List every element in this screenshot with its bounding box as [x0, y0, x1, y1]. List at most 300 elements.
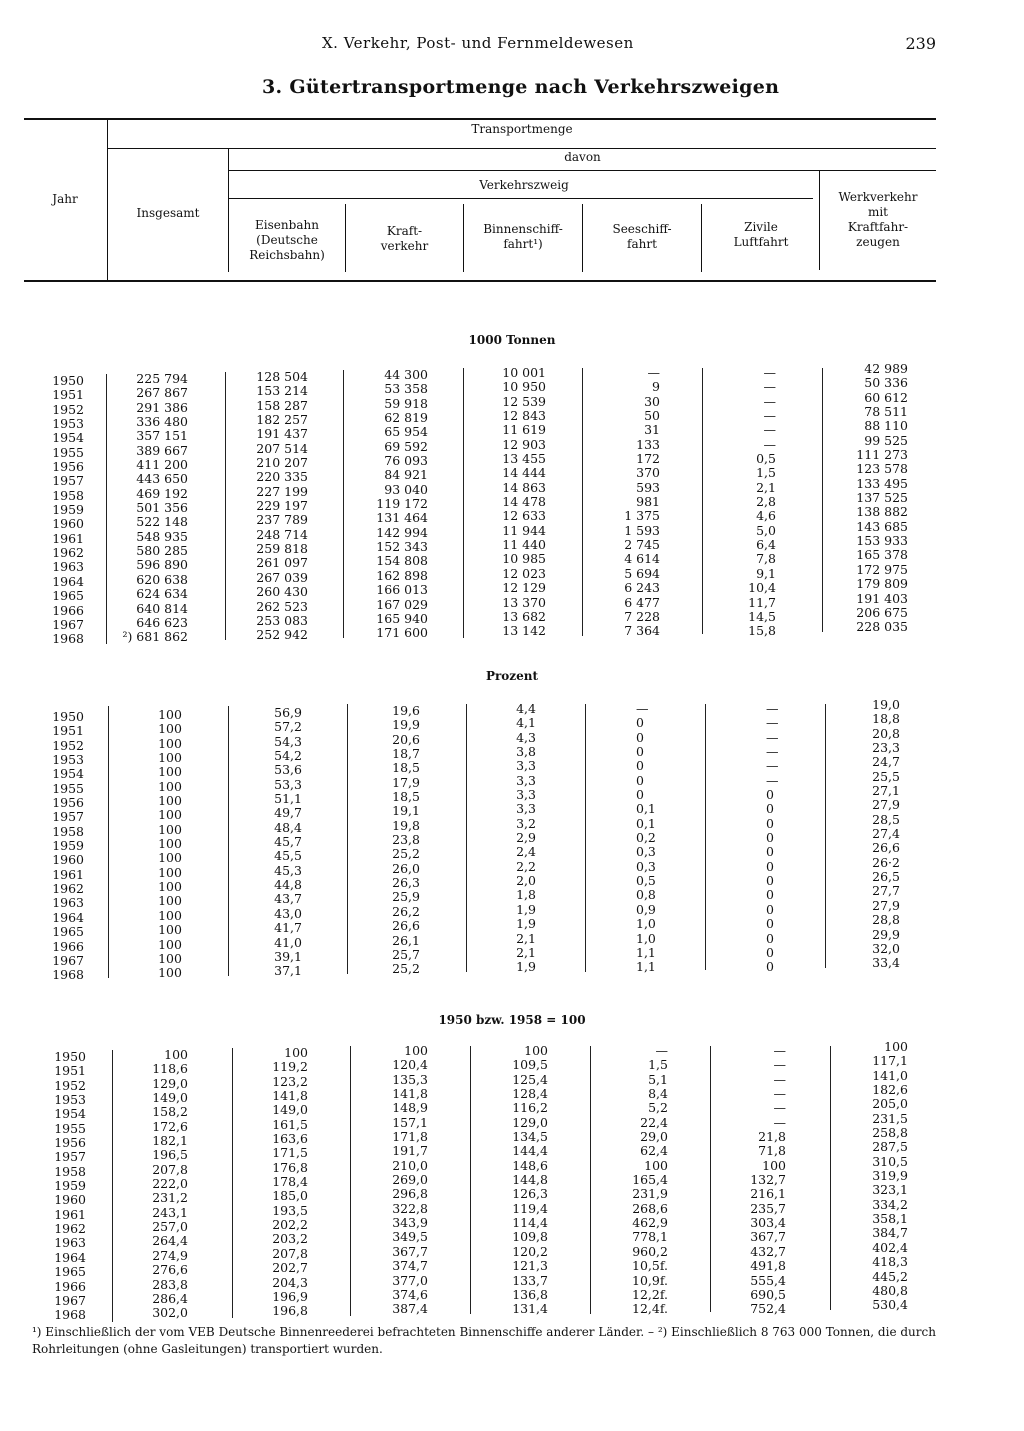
- table-cell: 27,4: [872, 826, 900, 842]
- table-cell: 1952: [52, 401, 84, 417]
- table-cell: 0: [766, 901, 774, 917]
- table-cell: 45,7: [274, 834, 302, 850]
- table-cell: 50 336: [864, 375, 908, 391]
- table-cell: 1 375: [624, 508, 660, 524]
- table-cell: 0: [766, 787, 774, 803]
- table-cell: —: [766, 715, 779, 731]
- table-cell: 1,1: [636, 944, 656, 960]
- insgesamt-column: [130, 1048, 188, 1321]
- table-cell: 343,9: [392, 1215, 428, 1231]
- table-cell: 1956: [52, 795, 84, 811]
- table-cell: 171,5: [272, 1145, 308, 1161]
- table-cell: 26,6: [392, 918, 420, 934]
- table-cell: 117,1: [872, 1053, 908, 1069]
- table-cell: 690,5: [750, 1286, 786, 1302]
- table-cell: 1,5: [756, 465, 776, 481]
- table-cell: 646 623: [136, 614, 188, 630]
- table-cell: 1958: [54, 1163, 86, 1179]
- table-cell: 23,3: [872, 740, 900, 756]
- table-cell: 26,6: [872, 840, 900, 856]
- table-cell: 3,8: [516, 744, 536, 760]
- table-cell: 120,2: [512, 1243, 548, 1259]
- table-cell: 7 364: [624, 623, 660, 639]
- table-cell: 1966: [54, 1278, 86, 1294]
- table-cell: 228 035: [856, 619, 908, 635]
- table-cell: 7 228: [624, 608, 660, 624]
- table-cell: 88 110: [864, 418, 908, 434]
- footnote: ¹) Einschließlich der vom VEB Deutsche Binnenreederei befrachteten Binnenschiffe anderer Länder. – ²) Einschließlich 8 763 000 Tonnen, die durch Rohrleitungen (ohne Gasleitungen) transportiert wurden.: [32, 1325, 936, 1356]
- table-cell: 29,0: [640, 1129, 668, 1145]
- group-head-verkehrszweig: Verkehrszweig: [479, 178, 569, 192]
- table-cell: 19,1: [392, 803, 420, 819]
- table-cell: 154 808: [376, 553, 428, 569]
- kraftverkehr-column: [360, 704, 420, 977]
- table-cell: 960,2: [632, 1243, 668, 1259]
- table-cell: 6,4: [756, 537, 776, 553]
- table-cell: 10,4: [748, 580, 776, 596]
- table-cell: 19,0: [872, 697, 900, 712]
- table-cell: 1950: [54, 1049, 86, 1064]
- table-cell: 33,4: [872, 955, 900, 971]
- table-cell: 1,0: [636, 930, 656, 946]
- kraftverkehr-column: [370, 1044, 428, 1317]
- table-cell: 45,5: [274, 848, 302, 864]
- table-cell: 12,2f.: [632, 1286, 668, 1302]
- table-cell: 334,2: [872, 1196, 908, 1212]
- table-cell: —: [766, 772, 779, 788]
- table-cell: 319,9: [872, 1168, 908, 1184]
- table-cell: 176,8: [272, 1159, 308, 1175]
- table-cell: 981: [636, 494, 660, 510]
- table-cell: 259 818: [256, 541, 308, 557]
- table-cell: 1,0: [636, 916, 656, 932]
- table-cell: 1,9: [516, 901, 536, 917]
- table-cell: 1960: [52, 516, 84, 532]
- table-cell: 100: [158, 735, 182, 751]
- divider: [343, 370, 344, 638]
- table-cell: 1,9: [516, 916, 536, 932]
- table-cell: 0: [766, 959, 774, 975]
- table-cell: 18,5: [392, 789, 420, 805]
- table-cell: 445,2: [872, 1268, 908, 1284]
- divider: [228, 706, 229, 976]
- table-cell: 12 903: [502, 436, 546, 452]
- header-top-rule: [24, 118, 936, 120]
- table-cell: 13 682: [502, 608, 546, 624]
- table-cell: 11 440: [502, 537, 546, 553]
- table-cell: 207,8: [152, 1161, 188, 1177]
- table-cell: 166 013: [376, 582, 428, 598]
- table-cell: 276,6: [152, 1262, 188, 1278]
- table-cell: 54,3: [274, 733, 302, 749]
- table-cell: 0: [636, 787, 644, 803]
- table-cell: 129,0: [512, 1114, 548, 1130]
- table-cell: 0: [636, 758, 644, 774]
- table-cell: 23,8: [392, 832, 420, 848]
- table-cell: 125,4: [512, 1071, 548, 1087]
- table-cell: 165 940: [376, 610, 428, 626]
- rule-davon: [229, 170, 936, 171]
- table-cell: 131 464: [376, 510, 428, 526]
- chapter-heading: X. Verkehr, Post- und Fernmeldewesen: [322, 34, 634, 52]
- table-cell: 1965: [54, 1264, 86, 1280]
- group-head-transportmenge: Transportmenge: [471, 122, 573, 136]
- table-cell: 158 287: [256, 397, 308, 413]
- table-cell: —: [773, 1086, 786, 1102]
- table-cell: 2,4: [516, 844, 536, 860]
- table-cell: 2,9: [516, 830, 536, 846]
- table-cell: 15,8: [748, 623, 776, 639]
- table-cell: 42 989: [864, 361, 908, 376]
- table-cell: 1954: [52, 766, 84, 782]
- table-cell: 257,0: [152, 1219, 188, 1235]
- table-cell: 0: [766, 815, 774, 831]
- table-cell: 20,6: [392, 731, 420, 747]
- table-cell: 1968: [52, 631, 84, 647]
- table-cell: 65 954: [384, 424, 428, 440]
- table-cell: 291 386: [136, 399, 188, 415]
- table-cell: 202,2: [272, 1217, 308, 1233]
- table-cell: 202,7: [272, 1260, 308, 1276]
- table-cell: 109,5: [512, 1057, 548, 1073]
- table-cell: 0: [636, 715, 644, 731]
- table-cell: 269,0: [392, 1172, 428, 1188]
- table-cell: 134,5: [512, 1129, 548, 1145]
- page-number: 239: [905, 34, 936, 53]
- table-cell: 374,6: [392, 1286, 428, 1302]
- table-cell: 19,8: [392, 817, 420, 833]
- table-cell: 100: [884, 1039, 908, 1054]
- table-cell: 100: [158, 793, 182, 809]
- table-cell: 191 437: [256, 426, 308, 442]
- table-cell: 3,2: [516, 815, 536, 831]
- table-cell: 12 633: [502, 508, 546, 524]
- table-cell: 640 814: [136, 600, 188, 616]
- table-cell: 432,7: [750, 1243, 786, 1259]
- table-cell: —: [766, 729, 779, 745]
- table-cell: 172: [636, 451, 660, 467]
- table-cell: 2,1: [516, 944, 536, 960]
- table-cell: 204,3: [272, 1274, 308, 1290]
- table-cell: 260 430: [256, 584, 308, 600]
- table-cell: 100: [762, 1157, 786, 1173]
- table-cell: 22,4: [640, 1114, 668, 1130]
- table-cell: 1959: [54, 1178, 86, 1194]
- table-cell: —: [766, 758, 779, 774]
- table-cell: 530,4: [872, 1297, 908, 1313]
- insgesamt-column: [140, 708, 200, 981]
- table-cell: 248 714: [256, 526, 308, 542]
- binnenschiff-column: [490, 1044, 548, 1317]
- table-cell: 0: [766, 887, 774, 903]
- table-cell: 26,2: [392, 903, 420, 919]
- table-cell: 116,2: [512, 1100, 548, 1116]
- divider: [466, 704, 467, 972]
- table-cell: 14 444: [502, 465, 546, 481]
- section-index: [0, 1039, 1024, 1324]
- table-cell: 196,8: [272, 1303, 308, 1319]
- table-cell: 172 975: [856, 561, 908, 577]
- table-cell: 59 918: [384, 395, 428, 411]
- divider: [705, 704, 706, 970]
- table-cell: 1968: [52, 967, 84, 983]
- table-cell: —: [773, 1043, 786, 1058]
- rule-verkehrszweig: [229, 198, 813, 199]
- table-cell: 4 614: [624, 551, 660, 567]
- col-head-jahr: Jahr: [52, 192, 78, 206]
- table-cell: 1955: [52, 444, 84, 460]
- table-cell: 100: [158, 893, 182, 909]
- table-cell: 205,0: [872, 1096, 908, 1112]
- header-bottom-rule: [24, 280, 936, 282]
- table-cell: 136,8: [512, 1286, 548, 1302]
- table-cell: 100: [158, 965, 182, 981]
- table-cell: 7,8: [756, 551, 776, 567]
- table-cell: 129,0: [152, 1075, 188, 1091]
- table-cell: 167 029: [376, 596, 428, 612]
- table-cell: —: [636, 701, 649, 716]
- table-cell: 1964: [54, 1249, 86, 1265]
- table-cell: 1957: [54, 1149, 86, 1165]
- table-cell: 1961: [52, 866, 84, 882]
- table-cell: 120,4: [392, 1057, 428, 1073]
- group-head-davon: davon: [564, 150, 601, 164]
- table-cell: 18,7: [392, 746, 420, 762]
- table-cell: 5,0: [756, 522, 776, 538]
- table-cell: 185,0: [272, 1188, 308, 1204]
- table-cell: 207,8: [272, 1245, 308, 1261]
- table-cell: 11,7: [748, 594, 776, 610]
- col-head-werkverkehr: Werkverkehr mit Kraftfahr- zeugen: [838, 190, 918, 249]
- table-cell: 5,2: [648, 1100, 668, 1116]
- table-cell: 109,8: [512, 1229, 548, 1245]
- table-cell: 3,3: [516, 772, 536, 788]
- table-cell: 62 819: [384, 410, 428, 426]
- divider: [463, 368, 464, 638]
- divider-jahr: [107, 120, 108, 280]
- table-cell: 1,1: [636, 959, 656, 975]
- table-cell: 0: [766, 858, 774, 874]
- table-cell: 1950: [52, 373, 84, 388]
- table-cell: 0: [766, 916, 774, 932]
- table-cell: 84 921: [384, 467, 428, 483]
- table-cell: 121,3: [512, 1258, 548, 1274]
- table-cell: 418,3: [872, 1254, 908, 1270]
- table-cell: 118,6: [152, 1061, 188, 1077]
- table-cell: 522 148: [136, 514, 188, 530]
- table-cell: 336 480: [136, 414, 188, 430]
- eisenbahn-column: [232, 370, 308, 643]
- table-cell: 11 944: [502, 522, 546, 538]
- table-cell: 100: [158, 821, 182, 837]
- table-cell: 374,7: [392, 1258, 428, 1274]
- table-cell: 18,8: [872, 711, 900, 727]
- table-cell: 1955: [54, 1120, 86, 1136]
- table-cell: —: [773, 1114, 786, 1130]
- table-cell: 100: [158, 879, 182, 895]
- table-cell: 54,2: [274, 748, 302, 764]
- table-cell: 384,7: [872, 1225, 908, 1241]
- divider: [225, 372, 226, 640]
- table-cell: 12 539: [502, 393, 546, 409]
- col-head-seeschiffahrt: Seeschiff- fahrt: [612, 222, 672, 251]
- table-cell: 26,3: [392, 875, 420, 891]
- table-cell: 227 199: [256, 483, 308, 499]
- table-cell: 1,8: [516, 887, 536, 903]
- table-cell: 491,8: [750, 1258, 786, 1274]
- table-header: [0, 0, 1024, 290]
- table-cell: 778,1: [632, 1229, 668, 1245]
- table-cell: 0: [766, 830, 774, 846]
- section-label-tonnen: 1000 Tonnen: [468, 333, 556, 347]
- section-tonnen: [0, 361, 1024, 647]
- table-cell: 128 504: [256, 369, 308, 384]
- table-cell: 123,2: [272, 1073, 308, 1089]
- divider: [710, 1046, 711, 1312]
- table-cell: 358,1: [872, 1211, 908, 1227]
- table-cell: 100: [158, 850, 182, 866]
- table-cell: 231,5: [872, 1110, 908, 1126]
- insgesamt-column: [110, 372, 188, 645]
- table-cell: 0,9: [636, 901, 656, 917]
- table-cell: 69 592: [384, 438, 428, 454]
- table-cell: 1951: [54, 1063, 86, 1079]
- table-cell: —: [763, 436, 776, 452]
- table-cell: 264,4: [152, 1233, 188, 1249]
- werkverkehr-column: [828, 362, 908, 635]
- divider: [350, 1046, 351, 1316]
- table-cell: 220 335: [256, 469, 308, 485]
- table-cell: 93 040: [384, 481, 428, 497]
- table-cell: 501 356: [136, 500, 188, 516]
- table-cell: 12,4f.: [632, 1301, 668, 1317]
- table-cell: 135,3: [392, 1071, 428, 1087]
- table-cell: 1958: [52, 823, 84, 839]
- table-cell: —: [766, 744, 779, 760]
- table-cell: 0: [636, 772, 644, 788]
- table-cell: 620 638: [136, 571, 188, 587]
- table-cell: 1951: [52, 387, 84, 403]
- col-head-luftfahrt: Zivile Luftfahrt: [733, 220, 789, 249]
- table-cell: 13 142: [502, 623, 546, 639]
- table-cell: 100: [158, 936, 182, 952]
- table-cell: 203,2: [272, 1231, 308, 1247]
- table-cell: 56,9: [274, 705, 302, 720]
- table-cell: 28,5: [872, 811, 900, 827]
- section-prozent: [0, 697, 1024, 983]
- table-cell: 142 994: [376, 524, 428, 540]
- table-cell: —: [773, 1071, 786, 1087]
- table-cell: 26·2: [872, 854, 900, 870]
- table-cell: 144,4: [512, 1143, 548, 1159]
- table-cell: 144,8: [512, 1172, 548, 1188]
- table-cell: 210,0: [392, 1157, 428, 1173]
- werkverkehr-column: [840, 698, 900, 971]
- table-cell: 0: [766, 873, 774, 889]
- table-cell: 100: [284, 1045, 308, 1060]
- table-cell: 25,5: [872, 768, 900, 784]
- table-cell: 286,4: [152, 1290, 188, 1306]
- section-label-prozent: Prozent: [485, 669, 539, 683]
- table-cell: 322,8: [392, 1200, 428, 1216]
- table-cell: 138 882: [856, 504, 908, 520]
- table-cell: 252 942: [256, 627, 308, 643]
- table-cell: 1968: [54, 1307, 86, 1323]
- table-cell: 235,7: [750, 1200, 786, 1216]
- table-cell: 28,8: [872, 912, 900, 928]
- table-cell: 26,5: [872, 869, 900, 885]
- table-cell: 149,0: [272, 1102, 308, 1118]
- table-cell: 8,4: [648, 1086, 668, 1102]
- table-cell: 12 129: [502, 580, 546, 596]
- table-cell: 162 898: [376, 567, 428, 583]
- table-cell: 367,7: [750, 1229, 786, 1245]
- table-cell: 76 093: [384, 453, 428, 469]
- table-cell: 111 273: [856, 447, 908, 463]
- table-cell: 27,9: [872, 897, 900, 913]
- table-cell: 4,6: [756, 508, 776, 524]
- table-cell: 1953: [52, 752, 84, 768]
- table-cell: 3,3: [516, 801, 536, 817]
- table-cell: 262 523: [256, 598, 308, 614]
- table-cell: 26,1: [392, 932, 420, 948]
- year-column: [44, 374, 84, 647]
- table-cell: 1953: [52, 416, 84, 432]
- table-cell: 60 612: [864, 389, 908, 405]
- table-cell: 216,1: [750, 1186, 786, 1202]
- binnenschiff-column: [480, 702, 536, 975]
- table-cell: 462,9: [632, 1215, 668, 1231]
- table-cell: 1967: [52, 952, 84, 968]
- table-cell: 1951: [52, 723, 84, 739]
- table-cell: 1966: [52, 602, 84, 618]
- table-cell: 1962: [54, 1221, 86, 1237]
- table-cell: 323,1: [872, 1182, 908, 1198]
- table-cell: 43,0: [274, 905, 302, 921]
- col-head-eisenbahn: Eisenbahn (Deutsche Reichsbahn): [249, 218, 325, 262]
- table-cell: 1964: [52, 573, 84, 589]
- table-cell: 191,7: [392, 1143, 428, 1159]
- table-cell: 119,4: [512, 1200, 548, 1216]
- table-cell: 6 243: [624, 580, 660, 596]
- table-cell: 100: [158, 864, 182, 880]
- table-cell: 158,2: [152, 1104, 188, 1120]
- table-title: 3. Gütertransportmenge nach Verkehrszweigen: [262, 76, 780, 98]
- table-cell: —: [647, 365, 660, 380]
- table-cell: 53,3: [274, 776, 302, 792]
- table-cell: 1957: [52, 809, 84, 825]
- table-cell: 5 694: [624, 565, 660, 581]
- table-cell: 370: [636, 465, 660, 481]
- table-cell: 0: [766, 944, 774, 960]
- table-cell: 0: [766, 930, 774, 946]
- table-cell: 2,0: [516, 873, 536, 889]
- table-cell: 387,4: [392, 1301, 428, 1317]
- table-cell: 2,8: [756, 494, 776, 510]
- table-cell: 207 514: [256, 440, 308, 456]
- table-cell: 196,9: [272, 1288, 308, 1304]
- table-cell: 10,5f.: [632, 1258, 668, 1274]
- table-cell: 157,1: [392, 1114, 428, 1130]
- table-cell: 357 151: [136, 428, 188, 444]
- table-cell: 1955: [52, 780, 84, 796]
- divider: [822, 368, 823, 632]
- table-cell: 624 634: [136, 586, 188, 602]
- table-cell: —: [773, 1057, 786, 1073]
- table-cell: 225 794: [136, 371, 188, 386]
- table-cell: 132,7: [750, 1172, 786, 1188]
- col-head-kraftverkehr: Kraft- verkehr: [380, 224, 429, 253]
